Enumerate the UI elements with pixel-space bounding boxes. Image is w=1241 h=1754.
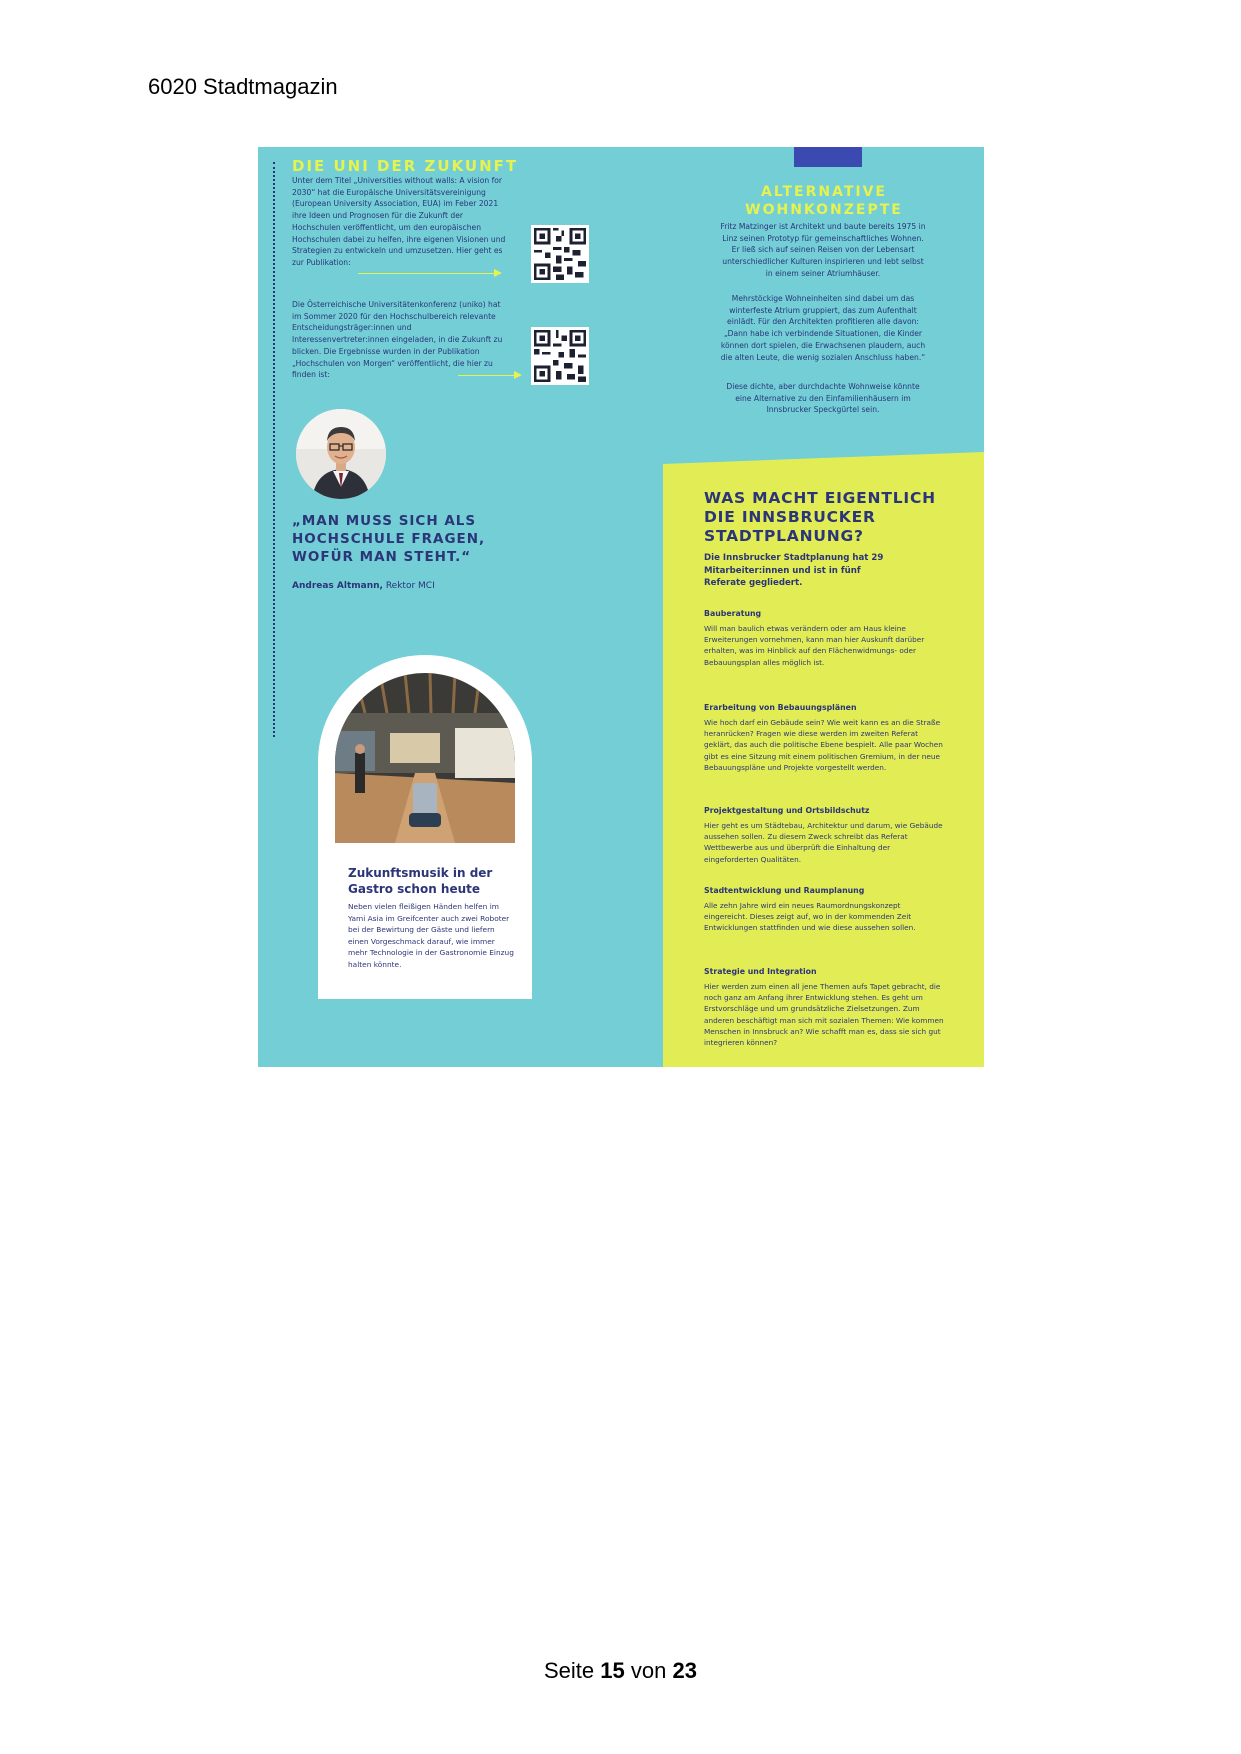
arrow-right-icon bbox=[458, 375, 520, 376]
gastro-text: Neben vielen fleißigen Händen helfen im Yami Asia im Greifcenter auch zwei Roboter bei der Bewirtung der Gäste und liefern einen Vorgeschmack darauf, wie immer mehr Technologie in der Gastronomie Einzug halten könnte. bbox=[348, 902, 514, 969]
footer-prefix: Seite bbox=[544, 1658, 595, 1683]
quote-author-role: Rektor MCI bbox=[382, 581, 435, 591]
eu-flag-icon bbox=[794, 147, 862, 167]
section-heading: Stadtentwicklung und Raumplanung bbox=[704, 886, 865, 895]
quote-author bbox=[292, 581, 435, 591]
uni-paragraph-1: Unter dem Titel „Universities without walls: A vision for 2030“ hat die Europäische Universitätsvereinigung (European University Association, EUA) im Feber 2021 ihre Ideen und Prognosen für die Zukunft der Hochschulen veröffentlicht, um den europäischen Hochschulen dabei zu helfen, ihre eigenen Visionen und Strategien zu entwickeln und umzusetzen. Hier geht es zur Publikation: bbox=[292, 176, 506, 267]
restaurant-robot-photo bbox=[335, 673, 515, 843]
gastro-title: Zukunftsmusik in der Gastro schon heute bbox=[348, 866, 493, 896]
section-text: Alle zehn Jahre wird ein neues Raumordnungskonzept eingereicht. Dieses zeigt auf, wo in der kommenden Zeit Entwicklungen stattfinden und wie diese aussehen sollen. bbox=[704, 901, 916, 933]
alt-title-line-2: WOHNKONZEPTE bbox=[745, 202, 903, 218]
plan-title: WAS MACHT EIGENTLICH DIE INNSBRUCKER STADTPLANUNG? bbox=[704, 489, 936, 545]
plan-intro: Die Innsbrucker Stadtplanung hat 29 Mitarbeiter:innen und ist in fünf Referate gegliedert. bbox=[704, 553, 884, 588]
portrait-photo bbox=[296, 409, 386, 499]
page-footer bbox=[0, 1658, 1241, 1684]
uni-title: DIE UNI DER ZUKUNFT bbox=[292, 157, 519, 175]
alt-paragraph-2: Mehrstöckige Wohneinheiten sind dabei um das winterfeste Atrium gruppiert, das zum Aufenthalt einlädt. Für den Architekten profitieren alle davon: „Dann habe ich verbindende Situationen, die Kinder können dort spielen, die Erwachsenen plaudern, auch die alten Leute, die wenig sozialen Anschluss haben.“ bbox=[720, 294, 926, 362]
alt-title bbox=[663, 183, 984, 219]
gastro-card bbox=[318, 655, 532, 999]
footer-middle: von bbox=[630, 1658, 667, 1683]
footer-current-page: 15 bbox=[600, 1658, 625, 1683]
dotted-divider bbox=[273, 162, 275, 737]
qr-code-icon[interactable] bbox=[531, 327, 589, 385]
alt-paragraph-1: Fritz Matzinger ist Architekt und baute bereits 1975 in Linz seinen Prototyp für gemeinschaftliches Wohnen. Er ließ sich auf seinen Reisen von der Lebensart unterschiedlicher Kulturen inspirieren und lebt selbst in einem seiner Atriumhäuser. bbox=[720, 222, 926, 278]
quote-author-name: Andreas Altmann, bbox=[292, 581, 383, 591]
footer-total-pages: 23 bbox=[672, 1658, 697, 1683]
page-header: 6020 Stadtmagazin bbox=[148, 74, 338, 99]
section-heading: Erarbeitung von Bebauungsplänen bbox=[704, 703, 857, 712]
alt-paragraph-3: Diese dichte, aber durchdachte Wohnweise könnte eine Alternative zu den Einfamilienhäusern im Innsbrucker Speckgürtel sein. bbox=[726, 382, 920, 415]
section-text: Wie hoch darf ein Gebäude sein? Wie weit kann es an die Straße heranrücken? Fragen wie diese werden im zweiten Referat geklärt, das auch die politische Ebene bespielt. Alle paar Wochen gibt es eine Sitzung mit einem politischen Gremium, in der neue Bebauungspläne und Projekte vorgestellt werden. bbox=[704, 718, 943, 772]
qr-code-icon[interactable] bbox=[531, 225, 589, 283]
magazine-page-scan bbox=[258, 147, 984, 1067]
section-text: Hier geht es um Städtebau, Architektur und darum, wie Gebäude aussehen sollen. Zu diesem Zweck schreibt das Referat Wettbewerbe aus und überprüft die Einhaltung der eingeforderten Qualitäten. bbox=[704, 821, 943, 864]
section-heading: Strategie und Integration bbox=[704, 967, 817, 976]
alt-title-line-1: ALTERNATIVE bbox=[761, 184, 887, 200]
section-heading: Projektgestaltung und Ortsbildschutz bbox=[704, 806, 870, 815]
section-text: Will man baulich etwas verändern oder am Haus kleine Erweiterungen vornehmen, kann man hier Auskunft darüber erhalten, was im Hinblick auf den Flächenwidmungs- oder Bebauungsplan alles möglich ist. bbox=[704, 624, 925, 667]
pull-quote: „MAN MUSS SICH ALS HOCHSCHULE FRAGEN, WOFÜR MAN STEHT.“ bbox=[292, 513, 486, 565]
uni-paragraph-2: Die Österreichische Universitätenkonferenz (uniko) hat im Sommer 2020 für den Hochschulbereich relevante Entscheidungsträger:innen und Interessenvertreter:innen eingeladen, in die Zukunft zu blicken. Die Ergebnisse wurden in der Publikation „Hochschulen von Morgen“ veröffentlicht, die hier zu finden ist: bbox=[292, 300, 503, 380]
arrow-right-icon bbox=[358, 273, 500, 274]
section-text: Hier werden zum einen all jene Themen aufs Tapet gebracht, die noch ganz am Anfang ihrer Entwicklung stehen. Es geht um Erstvorschläge und um grundsätzliche Zielsetzungen. Zum anderen beschäftigt man sich mit sozialen Themen: Wie kommen Menschen in Innsbruck an? Wie schafft man es, dass sie sich gut integrieren können? bbox=[704, 982, 944, 1048]
section-heading: Bauberatung bbox=[704, 609, 762, 618]
